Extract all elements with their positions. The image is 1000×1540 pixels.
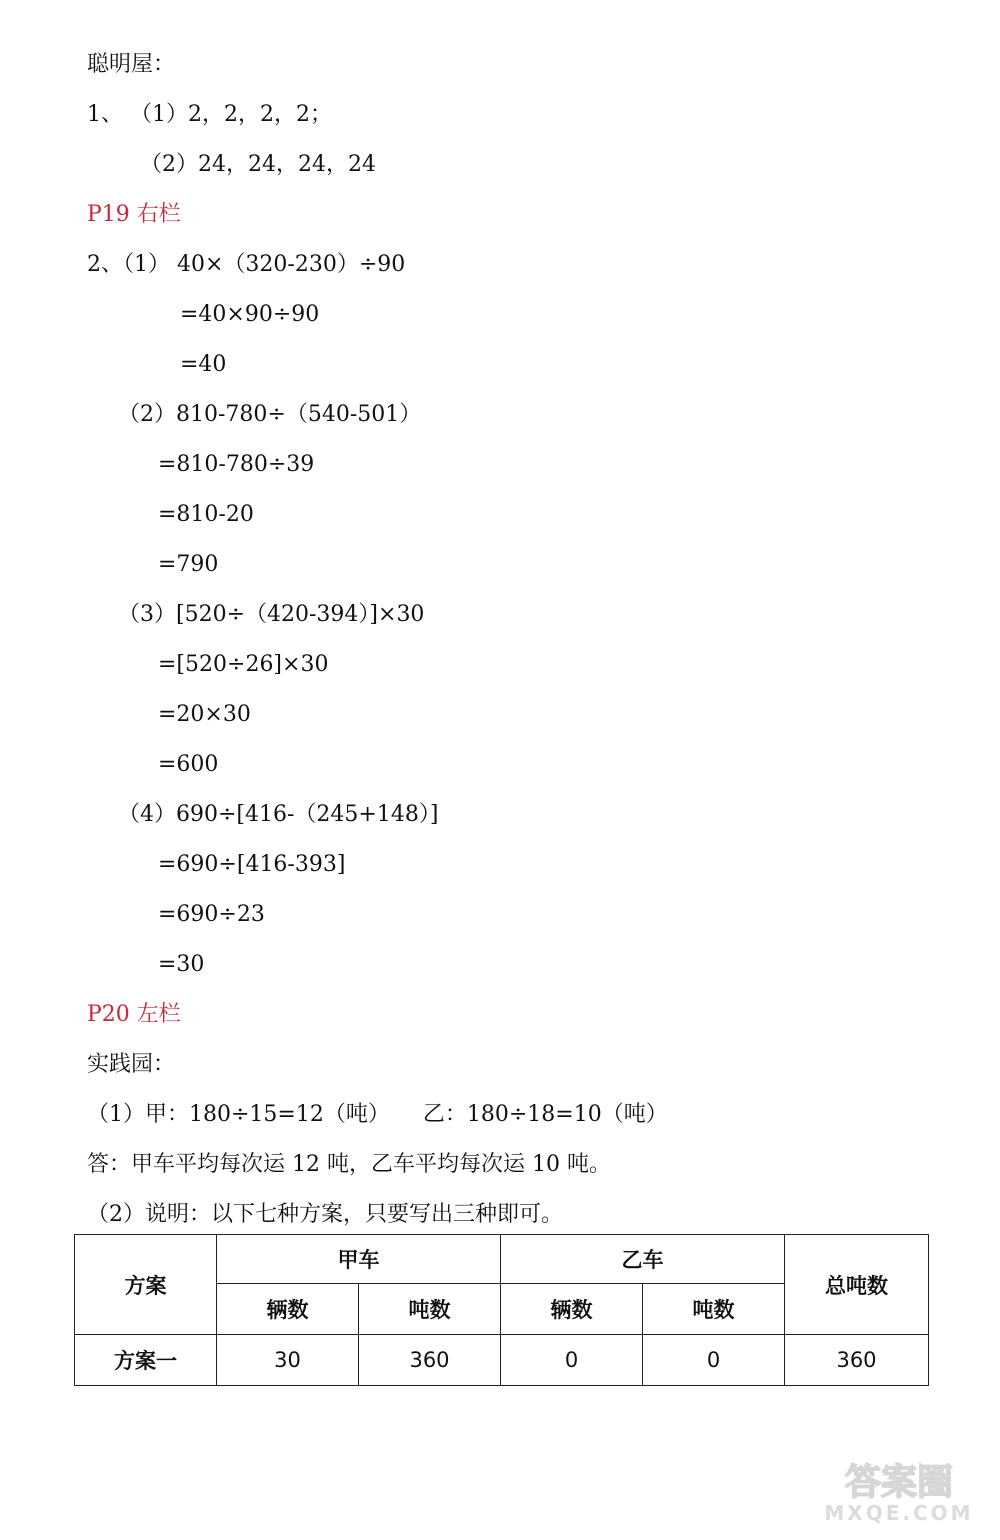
answer-line: （1）甲：180÷15=12（吨） 乙：180÷18=10（吨）: [87, 1102, 668, 1127]
answer-line: （2）24，24，24，24: [140, 152, 376, 177]
answer-line: =30: [158, 952, 205, 977]
answer-line: =40×90÷90: [180, 302, 320, 327]
answer-line: （4）690÷[416-（245+148）]: [118, 802, 439, 827]
answer-line: 1、 （1）2，2，2，2；: [87, 102, 332, 127]
page-marker-p19: P19 右栏: [87, 202, 181, 227]
answer-line: =810-780÷39: [158, 452, 315, 477]
plan-table: [74, 1234, 929, 1386]
page-marker-p20: P20 左栏: [87, 1002, 181, 1027]
table-row: [75, 1335, 929, 1386]
answer-line: （3）[520÷（420-394）]×30: [118, 602, 425, 627]
section-title-practice: 实践园：: [87, 1052, 176, 1077]
header-car-b: 乙车: [501, 1235, 785, 1284]
header-total-tons: 总吨数: [785, 1235, 929, 1335]
answer-line: =40: [180, 352, 227, 377]
answer-line: =790: [158, 552, 219, 577]
answer-line: =[520÷26]×30: [158, 652, 329, 677]
header-plan: 方案: [75, 1235, 217, 1335]
answer-line: =690÷23: [158, 902, 265, 927]
answer-line: =690÷[416-393]: [158, 852, 346, 877]
row-car-b-tons: 0: [643, 1335, 785, 1386]
answer-line: =600: [158, 752, 219, 777]
row-car-a-count: 30: [217, 1335, 359, 1386]
header-car-a-count: 辆数: [217, 1284, 359, 1335]
answer-line: 2、（1） 40×（320-230）÷90: [87, 252, 406, 277]
watermark-logo: [814, 1456, 984, 1526]
row-total-tons: 360: [785, 1335, 929, 1386]
row-car-b-count: 0: [501, 1335, 643, 1386]
answer-line: （2）说明：以下七种方案，只要写出三种即可。: [87, 1202, 563, 1227]
watermark-text: 答案圈: [844, 1462, 954, 1503]
answer-line: =810-20: [158, 502, 254, 527]
row-plan-name: 方案一: [75, 1335, 217, 1386]
answer-line: =20×30: [158, 702, 251, 727]
header-car-a-tons: 吨数: [359, 1284, 501, 1335]
header-car-a: 甲车: [217, 1235, 501, 1284]
watermark-url: MXQE.COM: [824, 1501, 974, 1525]
header-car-b-count: 辆数: [501, 1284, 643, 1335]
answer-line: （2）810-780÷（540-501）: [118, 402, 422, 427]
row-car-a-tons: 360: [359, 1335, 501, 1386]
section-title-smart-house: 聪明屋：: [87, 52, 176, 77]
answer-line: 答：甲车平均每次运 12 吨，乙车平均每次运 10 吨。: [87, 1152, 611, 1177]
header-car-b-tons: 吨数: [643, 1284, 785, 1335]
